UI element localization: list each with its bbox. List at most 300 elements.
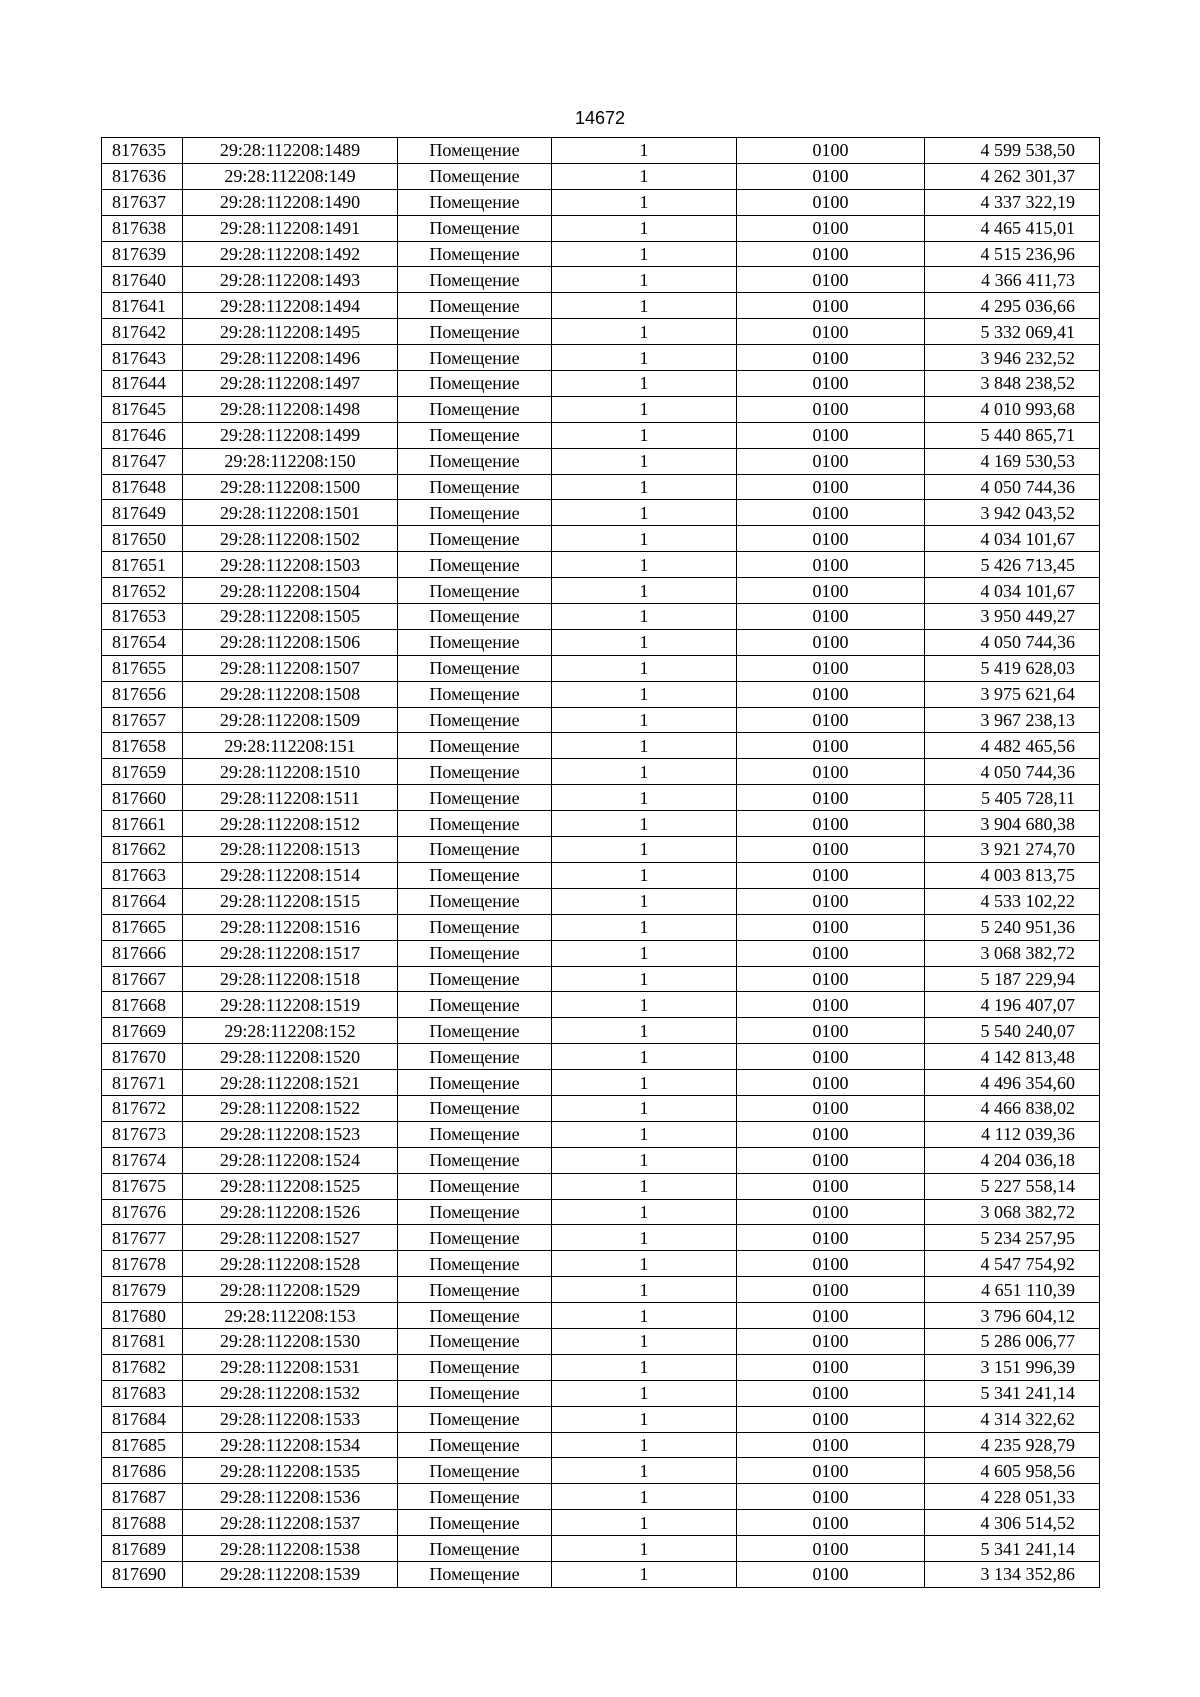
cadastral-value-cell: 4 295 036,66 <box>925 293 1100 319</box>
cadastral-number-cell: 29:28:112208:1509 <box>183 707 398 733</box>
count-cell: 1 <box>552 759 737 785</box>
object-type-cell: Помещение <box>398 1536 552 1562</box>
table-row <box>102 1354 1100 1380</box>
code-cell: 0100 <box>737 267 925 293</box>
cadastral-value-cell: 3 151 996,39 <box>925 1354 1100 1380</box>
table-row <box>102 707 1100 733</box>
cadastral-number-cell: 29:28:112208:1498 <box>183 396 398 422</box>
code-cell: 0100 <box>737 1095 925 1121</box>
row-number-cell: 817671 <box>102 1070 183 1096</box>
table-row <box>102 500 1100 526</box>
table-row <box>102 811 1100 837</box>
object-type-cell: Помещение <box>398 293 552 319</box>
code-cell: 0100 <box>737 940 925 966</box>
row-number-cell: 817667 <box>102 966 183 992</box>
cadastral-value-cell: 4 482 465,56 <box>925 733 1100 759</box>
row-number-cell: 817690 <box>102 1561 183 1587</box>
cadastral-value-cell: 4 599 538,50 <box>925 138 1100 164</box>
cadastral-value-cell: 3 068 382,72 <box>925 940 1100 966</box>
object-type-cell: Помещение <box>398 1199 552 1225</box>
cadastral-number-cell: 29:28:112208:1494 <box>183 293 398 319</box>
cadastral-number-cell: 29:28:112208:1533 <box>183 1406 398 1432</box>
code-cell: 0100 <box>737 293 925 319</box>
table-row <box>102 759 1100 785</box>
object-type-cell: Помещение <box>398 1095 552 1121</box>
table-row <box>102 578 1100 604</box>
cadastral-value-cell: 3 848 238,52 <box>925 371 1100 397</box>
row-number-cell: 817650 <box>102 526 183 552</box>
cadastral-number-cell: 29:28:112208:1515 <box>183 888 398 914</box>
table-row <box>102 1199 1100 1225</box>
cadastral-number-cell: 29:28:112208:1530 <box>183 1328 398 1354</box>
cadastral-value-cell: 4 235 928,79 <box>925 1432 1100 1458</box>
code-cell: 0100 <box>737 759 925 785</box>
object-type-cell: Помещение <box>398 785 552 811</box>
object-type-cell: Помещение <box>398 422 552 448</box>
cadastral-number-cell: 29:28:112208:1502 <box>183 526 398 552</box>
row-number-cell: 817684 <box>102 1406 183 1432</box>
object-type-cell: Помещение <box>398 914 552 940</box>
code-cell: 0100 <box>737 1328 925 1354</box>
code-cell: 0100 <box>737 371 925 397</box>
count-cell: 1 <box>552 604 737 630</box>
table-row <box>102 474 1100 500</box>
cadastral-value-cell: 5 227 558,14 <box>925 1173 1100 1199</box>
cadastral-value-cell: 4 112 039,36 <box>925 1121 1100 1147</box>
cadastral-number-cell: 29:28:112208:1493 <box>183 267 398 293</box>
row-number-cell: 817663 <box>102 862 183 888</box>
count-cell: 1 <box>552 474 737 500</box>
count-cell: 1 <box>552 1380 737 1406</box>
row-number-cell: 817674 <box>102 1147 183 1173</box>
row-number-cell: 817658 <box>102 733 183 759</box>
code-cell: 0100 <box>737 138 925 164</box>
table-row <box>102 1044 1100 1070</box>
row-number-cell: 817687 <box>102 1484 183 1510</box>
table-row <box>102 1225 1100 1251</box>
row-number-cell: 817676 <box>102 1199 183 1225</box>
cadastral-value-cell: 5 405 728,11 <box>925 785 1100 811</box>
object-type-cell: Помещение <box>398 1328 552 1354</box>
row-number-cell: 817644 <box>102 371 183 397</box>
object-type-cell: Помещение <box>398 345 552 371</box>
cadastral-value-cell: 5 332 069,41 <box>925 319 1100 345</box>
cadastral-number-cell: 29:28:112208:153 <box>183 1303 398 1329</box>
cadastral-value-cell: 4 337 322,19 <box>925 189 1100 215</box>
count-cell: 1 <box>552 1277 737 1303</box>
cadastral-number-cell: 29:28:112208:1519 <box>183 992 398 1018</box>
table-row <box>102 345 1100 371</box>
table-row <box>102 138 1100 164</box>
cadastral-value-cell: 5 240 951,36 <box>925 914 1100 940</box>
registry-table <box>101 137 1100 1588</box>
code-cell: 0100 <box>737 396 925 422</box>
count-cell: 1 <box>552 1458 737 1484</box>
table-row <box>102 1432 1100 1458</box>
row-number-cell: 817661 <box>102 811 183 837</box>
count-cell: 1 <box>552 1044 737 1070</box>
table-row <box>102 448 1100 474</box>
code-cell: 0100 <box>737 1354 925 1380</box>
cadastral-value-cell: 5 341 241,14 <box>925 1536 1100 1562</box>
cadastral-number-cell: 29:28:112208:1517 <box>183 940 398 966</box>
object-type-cell: Помещение <box>398 733 552 759</box>
table-row <box>102 1277 1100 1303</box>
table-row <box>102 785 1100 811</box>
object-type-cell: Помещение <box>398 888 552 914</box>
count-cell: 1 <box>552 862 737 888</box>
object-type-cell: Помещение <box>398 1354 552 1380</box>
object-type-cell: Помещение <box>398 940 552 966</box>
cadastral-value-cell: 5 426 713,45 <box>925 552 1100 578</box>
code-cell: 0100 <box>737 604 925 630</box>
table-row <box>102 1328 1100 1354</box>
count-cell: 1 <box>552 837 737 863</box>
object-type-cell: Помещение <box>398 552 552 578</box>
code-cell: 0100 <box>737 1561 925 1587</box>
cadastral-number-cell: 29:28:112208:1538 <box>183 1536 398 1562</box>
table-row <box>102 1147 1100 1173</box>
table-row <box>102 1095 1100 1121</box>
code-cell: 0100 <box>737 215 925 241</box>
object-type-cell: Помещение <box>398 681 552 707</box>
cadastral-value-cell: 4 050 744,36 <box>925 474 1100 500</box>
table-row <box>102 396 1100 422</box>
count-cell: 1 <box>552 319 737 345</box>
table-row <box>102 1561 1100 1587</box>
row-number-cell: 817647 <box>102 448 183 474</box>
cadastral-value-cell: 4 533 102,22 <box>925 888 1100 914</box>
cadastral-number-cell: 29:28:112208:152 <box>183 1018 398 1044</box>
object-type-cell: Помещение <box>398 1484 552 1510</box>
cadastral-number-cell: 29:28:112208:1504 <box>183 578 398 604</box>
cadastral-value-cell: 4 496 354,60 <box>925 1070 1100 1096</box>
row-number-cell: 817685 <box>102 1432 183 1458</box>
table-row <box>102 1406 1100 1432</box>
count-cell: 1 <box>552 1121 737 1147</box>
table-row <box>102 267 1100 293</box>
object-type-cell: Помещение <box>398 992 552 1018</box>
cadastral-value-cell: 3 967 238,13 <box>925 707 1100 733</box>
cadastral-number-cell: 29:28:112208:1496 <box>183 345 398 371</box>
cadastral-number-cell: 29:28:112208:1537 <box>183 1510 398 1536</box>
count-cell: 1 <box>552 914 737 940</box>
table-row <box>102 940 1100 966</box>
cadastral-value-cell: 5 341 241,14 <box>925 1380 1100 1406</box>
row-number-cell: 817677 <box>102 1225 183 1251</box>
table-row <box>102 293 1100 319</box>
cadastral-value-cell: 4 003 813,75 <box>925 862 1100 888</box>
object-type-cell: Помещение <box>398 629 552 655</box>
code-cell: 0100 <box>737 733 925 759</box>
code-cell: 0100 <box>737 1380 925 1406</box>
table-row <box>102 1070 1100 1096</box>
cadastral-number-cell: 29:28:112208:1522 <box>183 1095 398 1121</box>
cadastral-number-cell: 29:28:112208:1528 <box>183 1251 398 1277</box>
code-cell: 0100 <box>737 1173 925 1199</box>
count-cell: 1 <box>552 1328 737 1354</box>
code-cell: 0100 <box>737 1251 925 1277</box>
count-cell: 1 <box>552 1070 737 1096</box>
count-cell: 1 <box>552 811 737 837</box>
cadastral-number-cell: 29:28:112208:1500 <box>183 474 398 500</box>
table-row <box>102 1484 1100 1510</box>
row-number-cell: 817675 <box>102 1173 183 1199</box>
table-row <box>102 862 1100 888</box>
object-type-cell: Помещение <box>398 1070 552 1096</box>
code-cell: 0100 <box>737 163 925 189</box>
object-type-cell: Помещение <box>398 526 552 552</box>
code-cell: 0100 <box>737 862 925 888</box>
cadastral-number-cell: 29:28:112208:1512 <box>183 811 398 837</box>
code-cell: 0100 <box>737 1303 925 1329</box>
row-number-cell: 817679 <box>102 1277 183 1303</box>
row-number-cell: 817637 <box>102 189 183 215</box>
table-row <box>102 992 1100 1018</box>
row-number-cell: 817681 <box>102 1328 183 1354</box>
row-number-cell: 817639 <box>102 241 183 267</box>
row-number-cell: 817689 <box>102 1536 183 1562</box>
table-row <box>102 422 1100 448</box>
object-type-cell: Помещение <box>398 138 552 164</box>
count-cell: 1 <box>552 785 737 811</box>
cadastral-number-cell: 29:28:112208:1536 <box>183 1484 398 1510</box>
count-cell: 1 <box>552 1354 737 1380</box>
cadastral-number-cell: 29:28:112208:1491 <box>183 215 398 241</box>
cadastral-number-cell: 29:28:112208:1518 <box>183 966 398 992</box>
cadastral-number-cell: 29:28:112208:1513 <box>183 837 398 863</box>
row-number-cell: 817688 <box>102 1510 183 1536</box>
cadastral-number-cell: 29:28:112208:1534 <box>183 1432 398 1458</box>
object-type-cell: Помещение <box>398 966 552 992</box>
cadastral-number-cell: 29:28:112208:1514 <box>183 862 398 888</box>
code-cell: 0100 <box>737 1018 925 1044</box>
cadastral-value-cell: 5 440 865,71 <box>925 422 1100 448</box>
cadastral-number-cell: 29:28:112208:1524 <box>183 1147 398 1173</box>
cadastral-number-cell: 29:28:112208:1495 <box>183 319 398 345</box>
object-type-cell: Помещение <box>398 500 552 526</box>
row-number-cell: 817669 <box>102 1018 183 1044</box>
object-type-cell: Помещение <box>398 163 552 189</box>
code-cell: 0100 <box>737 1199 925 1225</box>
count-cell: 1 <box>552 733 737 759</box>
row-number-cell: 817680 <box>102 1303 183 1329</box>
table-row <box>102 1303 1100 1329</box>
code-cell: 0100 <box>737 578 925 604</box>
row-number-cell: 817686 <box>102 1458 183 1484</box>
count-cell: 1 <box>552 1303 737 1329</box>
cadastral-value-cell: 3 942 043,52 <box>925 500 1100 526</box>
table-row <box>102 371 1100 397</box>
code-cell: 0100 <box>737 629 925 655</box>
code-cell: 0100 <box>737 319 925 345</box>
cadastral-value-cell: 3 975 621,64 <box>925 681 1100 707</box>
row-number-cell: 817665 <box>102 914 183 940</box>
table-row <box>102 1173 1100 1199</box>
page-number: 14672 <box>574 108 626 128</box>
object-type-cell: Помещение <box>398 396 552 422</box>
object-type-cell: Помещение <box>398 1380 552 1406</box>
row-number-cell: 817655 <box>102 655 183 681</box>
row-number-cell: 817645 <box>102 396 183 422</box>
object-type-cell: Помещение <box>398 189 552 215</box>
table-row <box>102 1510 1100 1536</box>
cadastral-number-cell: 29:28:112208:1525 <box>183 1173 398 1199</box>
count-cell: 1 <box>552 163 737 189</box>
code-cell: 0100 <box>737 837 925 863</box>
count-cell: 1 <box>552 1225 737 1251</box>
object-type-cell: Помещение <box>398 241 552 267</box>
row-number-cell: 817642 <box>102 319 183 345</box>
count-cell: 1 <box>552 1510 737 1536</box>
row-number-cell: 817651 <box>102 552 183 578</box>
table-row <box>102 1536 1100 1562</box>
cadastral-value-cell: 4 204 036,18 <box>925 1147 1100 1173</box>
cadastral-value-cell: 5 540 240,07 <box>925 1018 1100 1044</box>
table-row <box>102 966 1100 992</box>
row-number-cell: 817664 <box>102 888 183 914</box>
object-type-cell: Помещение <box>398 578 552 604</box>
table-row <box>102 1458 1100 1484</box>
table-row <box>102 163 1100 189</box>
row-number-cell: 817666 <box>102 940 183 966</box>
count-cell: 1 <box>552 940 737 966</box>
table-row <box>102 1018 1100 1044</box>
row-number-cell: 817678 <box>102 1251 183 1277</box>
cadastral-value-cell: 3 134 352,86 <box>925 1561 1100 1587</box>
count-cell: 1 <box>552 215 737 241</box>
code-cell: 0100 <box>737 681 925 707</box>
row-number-cell: 817683 <box>102 1380 183 1406</box>
code-cell: 0100 <box>737 811 925 837</box>
registry-table-body <box>102 138 1100 1588</box>
table-row <box>102 1251 1100 1277</box>
code-cell: 0100 <box>737 474 925 500</box>
count-cell: 1 <box>552 1432 737 1458</box>
cadastral-number-cell: 29:28:112208:1507 <box>183 655 398 681</box>
cadastral-number-cell: 29:28:112208:149 <box>183 163 398 189</box>
row-number-cell: 817646 <box>102 422 183 448</box>
cadastral-value-cell: 4 196 407,07 <box>925 992 1100 1018</box>
table-row <box>102 604 1100 630</box>
row-number-cell: 817668 <box>102 992 183 1018</box>
count-cell: 1 <box>552 267 737 293</box>
cadastral-number-cell: 29:28:112208:1520 <box>183 1044 398 1070</box>
count-cell: 1 <box>552 707 737 733</box>
cadastral-value-cell: 4 034 101,67 <box>925 578 1100 604</box>
code-cell: 0100 <box>737 500 925 526</box>
cadastral-value-cell: 4 228 051,33 <box>925 1484 1100 1510</box>
count-cell: 1 <box>552 1251 737 1277</box>
table-row <box>102 1380 1100 1406</box>
code-cell: 0100 <box>737 241 925 267</box>
row-number-cell: 817659 <box>102 759 183 785</box>
object-type-cell: Помещение <box>398 1432 552 1458</box>
table-row <box>102 552 1100 578</box>
object-type-cell: Помещение <box>398 1303 552 1329</box>
row-number-cell: 817662 <box>102 837 183 863</box>
count-cell: 1 <box>552 1147 737 1173</box>
cadastral-value-cell: 4 515 236,96 <box>925 241 1100 267</box>
cadastral-number-cell: 29:28:112208:1497 <box>183 371 398 397</box>
cadastral-value-cell: 4 314 322,62 <box>925 1406 1100 1432</box>
object-type-cell: Помещение <box>398 1251 552 1277</box>
cadastral-number-cell: 29:28:112208:1527 <box>183 1225 398 1251</box>
count-cell: 1 <box>552 293 737 319</box>
object-type-cell: Помещение <box>398 1458 552 1484</box>
cadastral-value-cell: 4 547 754,92 <box>925 1251 1100 1277</box>
object-type-cell: Помещение <box>398 1277 552 1303</box>
object-type-cell: Помещение <box>398 474 552 500</box>
count-cell: 1 <box>552 1018 737 1044</box>
cadastral-value-cell: 3 921 274,70 <box>925 837 1100 863</box>
row-number-cell: 817635 <box>102 138 183 164</box>
object-type-cell: Помещение <box>398 319 552 345</box>
count-cell: 1 <box>552 345 737 371</box>
table-row <box>102 681 1100 707</box>
cadastral-number-cell: 29:28:112208:1510 <box>183 759 398 785</box>
code-cell: 0100 <box>737 1536 925 1562</box>
code-cell: 0100 <box>737 345 925 371</box>
count-cell: 1 <box>552 422 737 448</box>
code-cell: 0100 <box>737 888 925 914</box>
object-type-cell: Помещение <box>398 604 552 630</box>
table-row <box>102 733 1100 759</box>
count-cell: 1 <box>552 500 737 526</box>
cadastral-number-cell: 29:28:112208:1511 <box>183 785 398 811</box>
count-cell: 1 <box>552 1199 737 1225</box>
cadastral-value-cell: 5 286 006,77 <box>925 1328 1100 1354</box>
cadastral-number-cell: 29:28:112208:1526 <box>183 1199 398 1225</box>
code-cell: 0100 <box>737 914 925 940</box>
count-cell: 1 <box>552 1095 737 1121</box>
count-cell: 1 <box>552 655 737 681</box>
code-cell: 0100 <box>737 1510 925 1536</box>
code-cell: 0100 <box>737 1225 925 1251</box>
object-type-cell: Помещение <box>398 267 552 293</box>
cadastral-value-cell: 3 068 382,72 <box>925 1199 1100 1225</box>
object-type-cell: Помещение <box>398 759 552 785</box>
object-type-cell: Помещение <box>398 371 552 397</box>
row-number-cell: 817660 <box>102 785 183 811</box>
cadastral-value-cell: 4 169 530,53 <box>925 448 1100 474</box>
cadastral-value-cell: 4 465 415,01 <box>925 215 1100 241</box>
code-cell: 0100 <box>737 1406 925 1432</box>
code-cell: 0100 <box>737 189 925 215</box>
row-number-cell: 817654 <box>102 629 183 655</box>
object-type-cell: Помещение <box>398 707 552 733</box>
row-number-cell: 817652 <box>102 578 183 604</box>
table-row <box>102 215 1100 241</box>
code-cell: 0100 <box>737 1147 925 1173</box>
row-number-cell: 817670 <box>102 1044 183 1070</box>
cadastral-number-cell: 29:28:112208:1505 <box>183 604 398 630</box>
cadastral-value-cell: 4 366 411,73 <box>925 267 1100 293</box>
table-row <box>102 1121 1100 1147</box>
cadastral-value-cell: 3 904 680,38 <box>925 811 1100 837</box>
cadastral-value-cell: 4 034 101,67 <box>925 526 1100 552</box>
cadastral-number-cell: 29:28:112208:1499 <box>183 422 398 448</box>
cadastral-value-cell: 3 796 604,12 <box>925 1303 1100 1329</box>
cadastral-value-cell: 3 946 232,52 <box>925 345 1100 371</box>
object-type-cell: Помещение <box>398 215 552 241</box>
cadastral-number-cell: 29:28:112208:1532 <box>183 1380 398 1406</box>
count-cell: 1 <box>552 681 737 707</box>
table-row <box>102 319 1100 345</box>
table-row <box>102 189 1100 215</box>
cadastral-value-cell: 4 142 813,48 <box>925 1044 1100 1070</box>
cadastral-value-cell: 4 605 958,56 <box>925 1458 1100 1484</box>
